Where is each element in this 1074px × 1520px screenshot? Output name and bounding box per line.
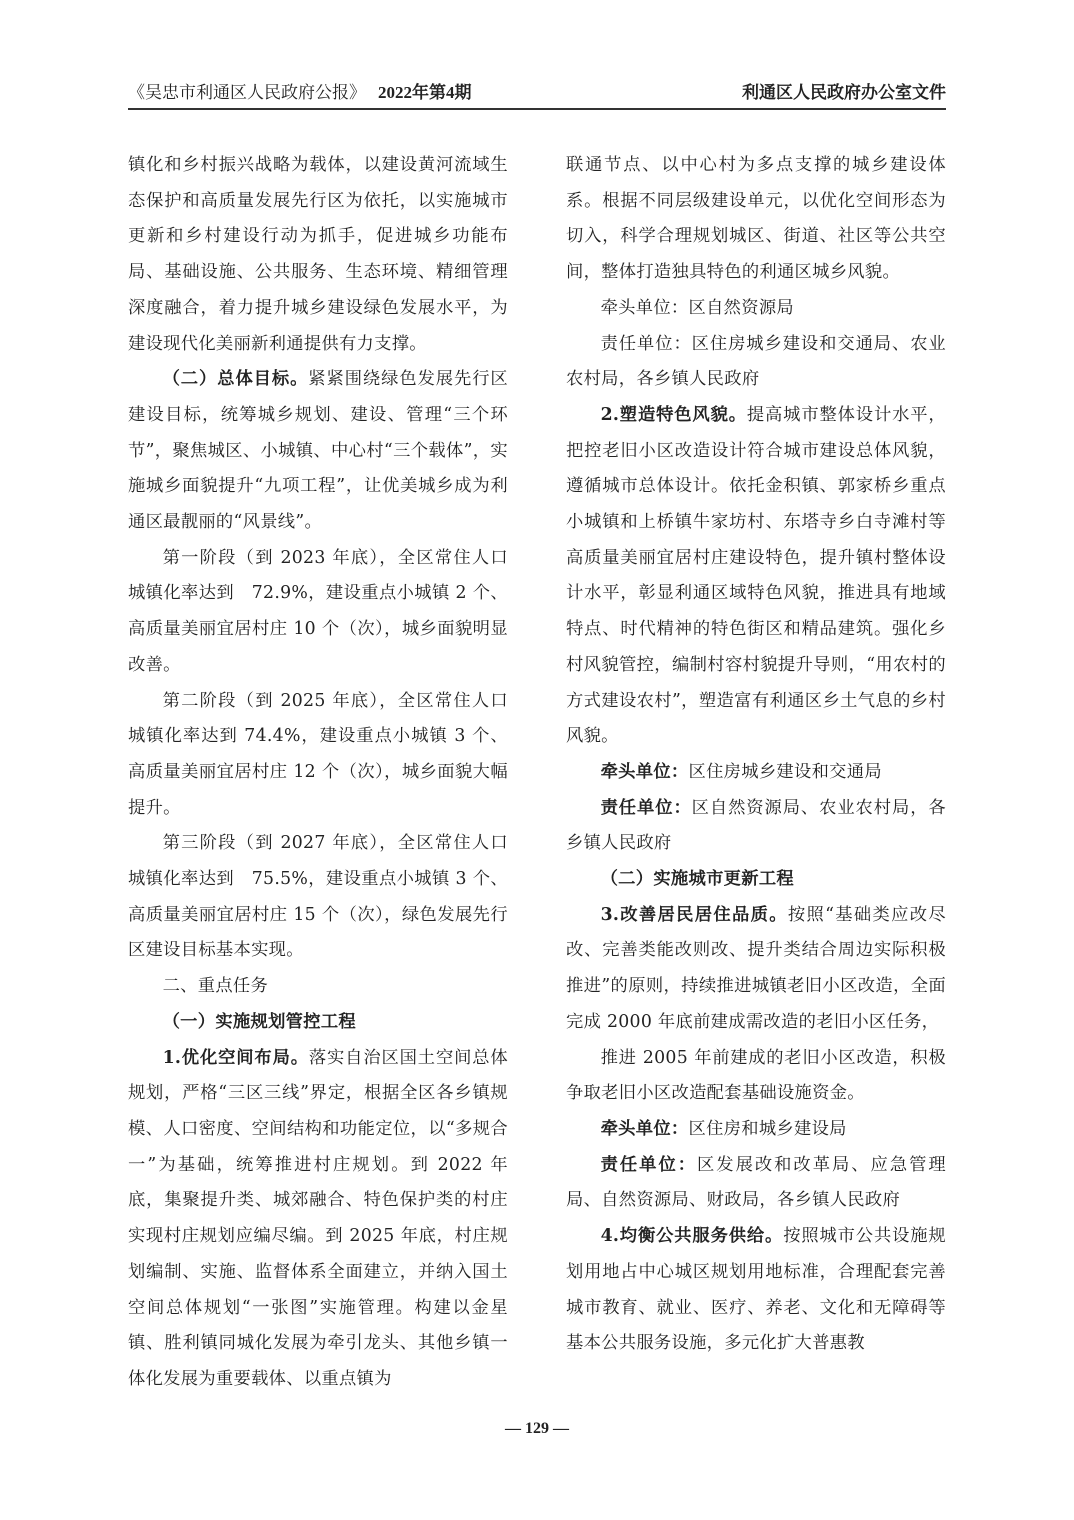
paragraph: （二）总体目标。紧紧围绕绿色发展先行区建设目标，统筹城乡规划、建设、管理“三个环节”，聚焦城区、小城镇、中心村“三个载体”，实施城乡面貌提升“九项工程”，让优美城乡成为利通区最靓丽的“风景线”。 xyxy=(128,369,508,533)
page-header xyxy=(128,78,946,110)
journal-title: 《吴忠市利通区人民政府公报》 xyxy=(128,83,366,103)
paragraph: 1.优化空间布局。落实自治区国土空间总体规划，严格“三区三线”界定，根据全区各乡镇规模、人口密度、空间结构和功能定位，以“多规合一”为基础，统筹推进村庄规划。到 2022 年底，集聚提升类、城郊融合、特色保护类的村庄实现村庄规划应编尽编。到 2025 年底，村庄规划编制、实施、监督体系全面建立，并纳入国土空间总体规划“一张图”实施管理。构建以金星镇、胜利镇同城化发展为牵引龙头、其他乡镇一体化发展为重要载体、以重点镇为 xyxy=(128,1047,508,1389)
header-journal-info xyxy=(128,78,472,103)
paragraph: 镇化和乡村振兴战略为载体，以建设黄河流域生态保护和高质量发展先行区为依托，以实施城市更新和乡村建设行动为抓手，促进城乡功能布局、基础设施、公共服务、生态环境、精细管理深度融合，着力提升城乡建设绿色发展水平，为建设现代化美丽新利通提供有力支撑。 xyxy=(128,155,508,354)
paragraph: 联通节点、以中心村为多点支撑的城乡建设体系。根据不同层级建设单元，以优化空间形态为切入，科学合理规划城区、街道、社区等公共空间，整体打造独具特色的利通区城乡风貌。 xyxy=(566,155,946,283)
header-doc-type: 利通区人民政府办公室文件 xyxy=(742,83,946,103)
issue-label: 2022年第4期 xyxy=(378,83,472,102)
responsible-unit: 责任单位：区自然资源局、农业农村局，各乡镇人民政府 xyxy=(566,797,946,854)
paragraph: 第三阶段（到 2027 年底），全区常住人口城镇化率达到 75.5%，建设重点小城镇 3 个、高质量美丽宜居村庄 15 个（次），绿色发展先行区建设目标基本实现。 xyxy=(128,833,508,961)
lead-unit: 牵头单位：区自然资源局 xyxy=(600,297,794,318)
section-heading: 二、重点任务 xyxy=(162,976,269,997)
responsible-unit: 责任单位：区住房城乡建设和交通局、农业农村局，各乡镇人民政府 xyxy=(566,333,946,390)
right-column xyxy=(566,148,946,1362)
responsible-unit: 责任单位：区发展改和改革局、应急管理局、自然资源局、财政局，各乡镇人民政府 xyxy=(566,1154,946,1211)
subsection-heading: （二）实施城市更新工程 xyxy=(600,869,794,890)
subsection-heading: （一）实施规划管控工程 xyxy=(162,1011,356,1032)
paragraph: 4.均衡公共服务供给。按照城市公共设施规划用地占中心城区规划用地标准，合理配套完善城市教育、就业、医疗、养老、文化和无障碍等基本公共服务设施，多元化扩大普惠教 xyxy=(566,1226,946,1354)
paragraph: 3.改善居民居住品质。按照“基础类应改尽改、完善类能改则改、提升类结合周边实际积极推进”的原则，持续推进城镇老旧小区改造，全面完成 2000 年底前建成需改造的老旧小区任务， xyxy=(566,904,946,1032)
paragraph: 2.塑造特色风貌。提高城市整体设计水平，把控老旧小区改造设计符合城市建设总体风貌，遵循城市总体设计。依托金积镇、郭家桥乡重点小城镇和上桥镇牛家坊村、东塔寺乡白寺滩村等高质量美丽宜居村庄建设特色，提升镇村整体设计水平，彰显利通区域特色风貌，推进具有地域特点、时代精神的特色街区和精品建筑。强化乡村风貌管控，编制村容村貌提升导则，“用农村的方式建设农村”，塑造富有利通区乡土气息的乡村风貌。 xyxy=(566,404,946,747)
paragraph: 第一阶段（到 2023 年底），全区常住人口城镇化率达到 72.9%，建设重点小城镇 2 个、高质量美丽宜居村庄 10 个（次），城乡面貌明显改善。 xyxy=(128,547,508,675)
left-column xyxy=(128,148,508,1398)
page-number: — 129 — xyxy=(505,1420,569,1437)
paragraph: 第二阶段（到 2025 年底），全区常住人口城镇化率达到 74.4%，建设重点小城镇 3 个、高质量美丽宜居村庄 12 个（次），城乡面貌大幅提升。 xyxy=(128,690,508,818)
lead-unit: 牵头单位：区住房城乡建设和交通局 xyxy=(600,761,882,782)
paragraph: 推进 2005 年前建成的老旧小区改造，积极争取老旧小区改造配套基础设施资金。 xyxy=(566,1047,946,1104)
lead-unit: 牵头单位：区住房和城乡建设局 xyxy=(600,1118,847,1139)
